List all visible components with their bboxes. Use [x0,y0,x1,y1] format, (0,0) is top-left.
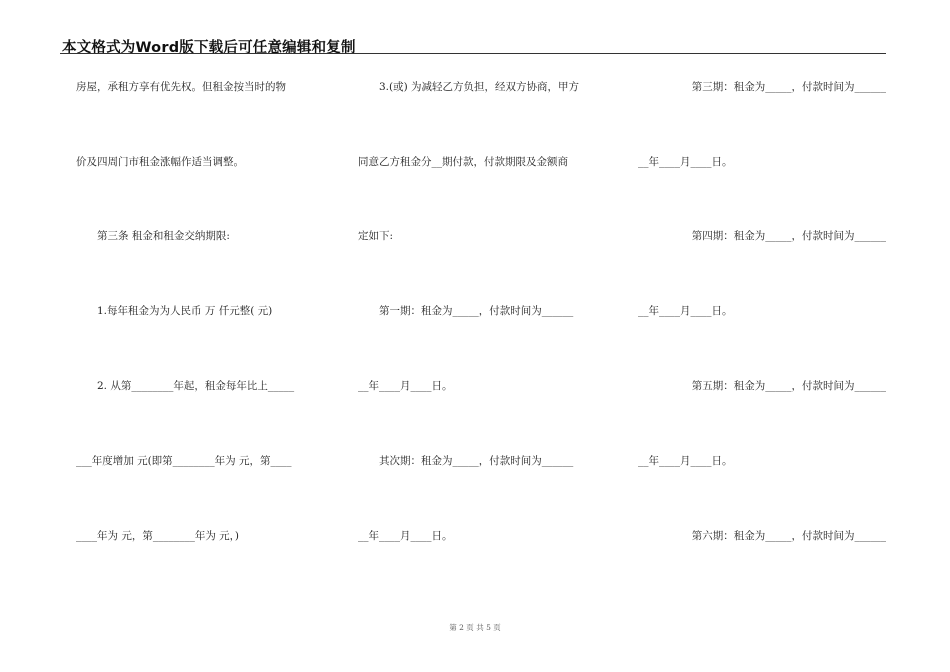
col1-line-4: 1.每年租金为为人民币 万 仟元整( 元) [76,305,273,317]
col2-line-2: 同意乙方租金分__期付款，付款期限及金额商 [358,156,568,168]
col2-line-4: 第一期：租金为_____，付款时间为______ [358,305,574,317]
col2-line-6: 其次期：租金为_____，付款时间为______ [358,455,574,467]
col2-line-3: 定如下: [358,230,394,242]
col1-line-2: 价及四周门市租金涨幅作适当调整。 [76,156,244,168]
col3-line-3: 第四期：租金为_____，付款时间为______ [691,230,886,242]
col2-line-5: __年____月____日。 [358,380,453,392]
col3-line-5: 第五期：租金为_____，付款时间为______ [691,380,886,392]
page-number: 第 2 页 共 5 页 [449,623,501,632]
col2-line-7: __年____月____日。 [358,530,453,542]
col1-line-5: 2. 从第________年起，租金每年比上_____ [76,380,295,392]
col1-line-6: ___年度增加 元(即第________年为 元，第____ [76,455,292,467]
col3-line-6: __年____月____日。 [638,455,733,467]
col3-line-4: __年____月____日。 [638,305,733,317]
col2-line-1: 3.(或) 为减轻乙方负担，经双方协商，甲方 [358,81,580,93]
col3-line-2: __年____月____日。 [638,156,733,168]
col1-line-1: 房屋，承租方享有优先权。但租金按当时的物 [76,81,286,93]
col3-line-1: 第三期：租金为_____，付款时间为______ [691,81,886,93]
col1-line-7: ____年为 元，第________年为 元，) [76,530,240,542]
page-header-title: 本文格式为Word版下载后可任意编辑和复制 [62,40,356,56]
col3-line-7: 第六期：租金为_____，付款时间为______ [691,530,886,542]
header-divider [60,53,886,54]
col1-line-3: 第三条 租金和租金交纳期限: [76,230,230,242]
